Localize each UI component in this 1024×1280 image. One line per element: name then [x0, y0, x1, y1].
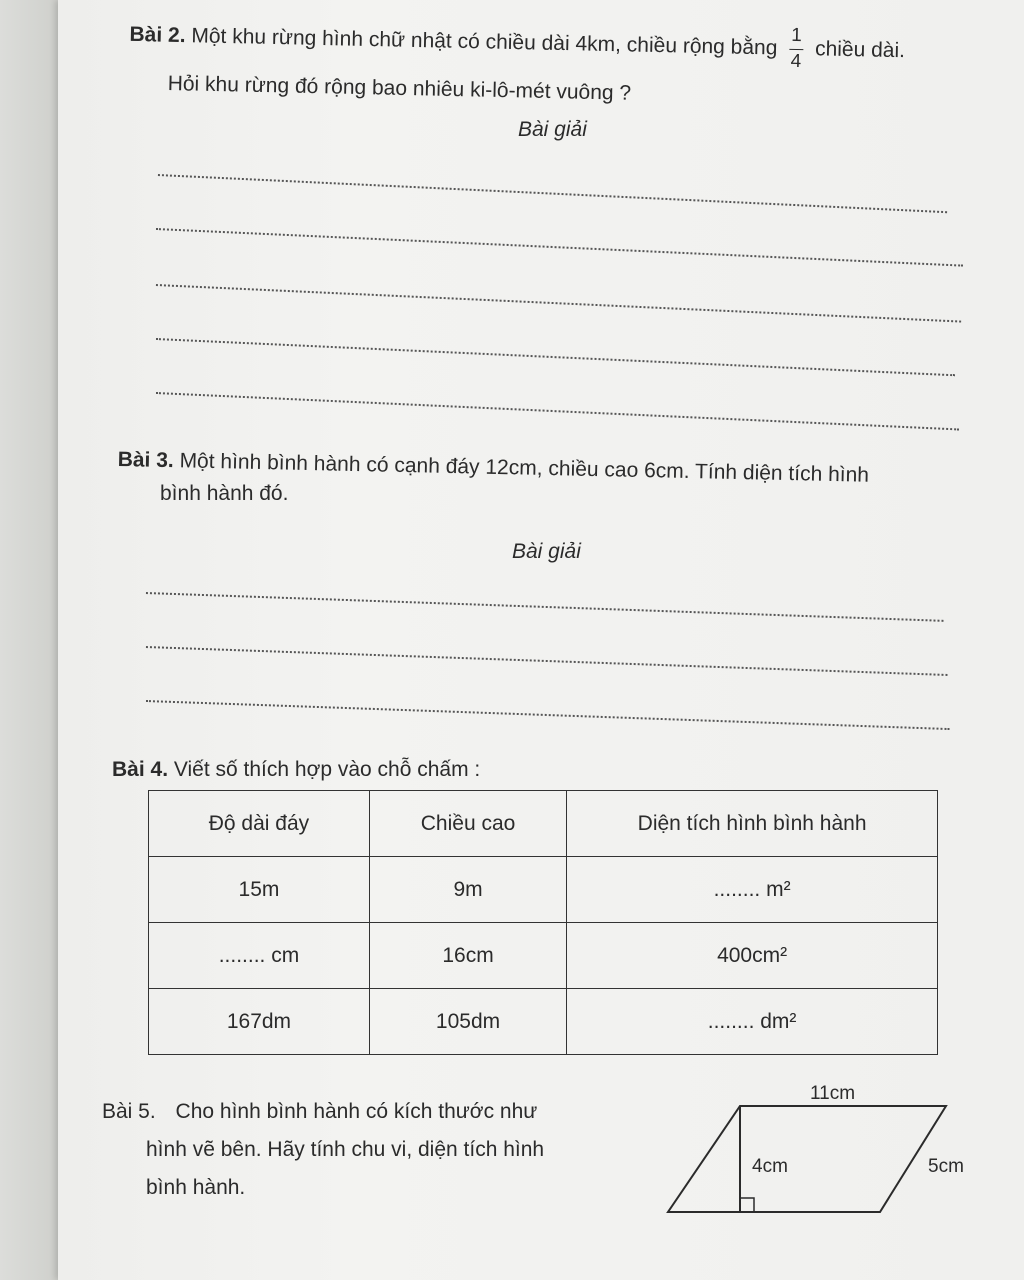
fraction-denominator: 4	[790, 50, 802, 72]
table-cell: 15m	[149, 857, 370, 923]
bai4-table	[148, 790, 938, 1055]
bai5-line2: hình vẽ bên. Hãy tính chu vi, diện tích hình	[146, 1138, 545, 1161]
header-cell: Diện tích hình bình hành	[567, 791, 938, 857]
table-row	[149, 857, 938, 923]
right-angle-marker	[740, 1198, 754, 1212]
table-row	[149, 923, 938, 989]
bai2-line2: Hỏi khu rừng đó rộng bao nhiêu ki-lô-mét vuông ?	[167, 71, 632, 105]
adjacent-page-edge	[0, 0, 58, 1280]
bai4-label: Bài 4.	[112, 758, 169, 781]
fraction-bar	[789, 49, 803, 50]
bai5-text: Cho hình bình hành có kích thước như	[175, 1100, 538, 1123]
table-cell: 9m	[369, 857, 566, 923]
parallelogram-figure	[660, 1076, 990, 1220]
bai2-label: Bài 2.	[129, 22, 186, 48]
bai2-text: Một khu rừng hình chữ nhật có chiều dài 4km, chiều rộng bằng	[191, 24, 778, 60]
parallelogram-shape	[668, 1106, 946, 1212]
bai3-solution-title: Bài giải	[512, 540, 581, 563]
height-label: 4cm	[752, 1156, 788, 1177]
fill-in-cell[interactable]: ........ dm²	[567, 989, 938, 1055]
fill-in-cell[interactable]: ........ m²	[567, 857, 938, 923]
bai4-text: Viết số thích hợp vào chỗ chấm :	[173, 758, 481, 781]
bai3-label: Bài 3.	[117, 447, 174, 473]
bai5-line1	[102, 1098, 537, 1126]
table-header-row	[149, 791, 938, 857]
bai5-line3: bình hành.	[146, 1176, 246, 1199]
table-row	[149, 989, 938, 1055]
bai3-text: Một hình bình hành có cạnh đáy 12cm, chiều cao 6cm. Tính diện tích hình	[179, 449, 870, 487]
table-cell: 16cm	[369, 923, 566, 989]
bai4-heading	[112, 756, 480, 784]
table-cell: 400cm²	[567, 923, 938, 989]
side-label: 5cm	[928, 1156, 964, 1177]
header-cell: Độ dài đáy	[149, 791, 370, 857]
fill-in-cell[interactable]: ........ cm	[149, 923, 370, 989]
table-cell: 167dm	[149, 989, 370, 1055]
fraction-numerator: 1	[790, 24, 803, 47]
bai5-label: Bài 5.	[102, 1100, 156, 1123]
bai3-line2: bình hành đó.	[160, 482, 289, 505]
table-cell: 105dm	[369, 989, 566, 1055]
fraction-one-quarter	[789, 26, 804, 73]
header-cell: Chiều cao	[369, 791, 566, 857]
bai2-text-end: chiều dài.	[814, 37, 906, 63]
bai2-solution-title: Bài giải	[518, 118, 587, 141]
top-side-label: 11cm	[810, 1083, 856, 1104]
